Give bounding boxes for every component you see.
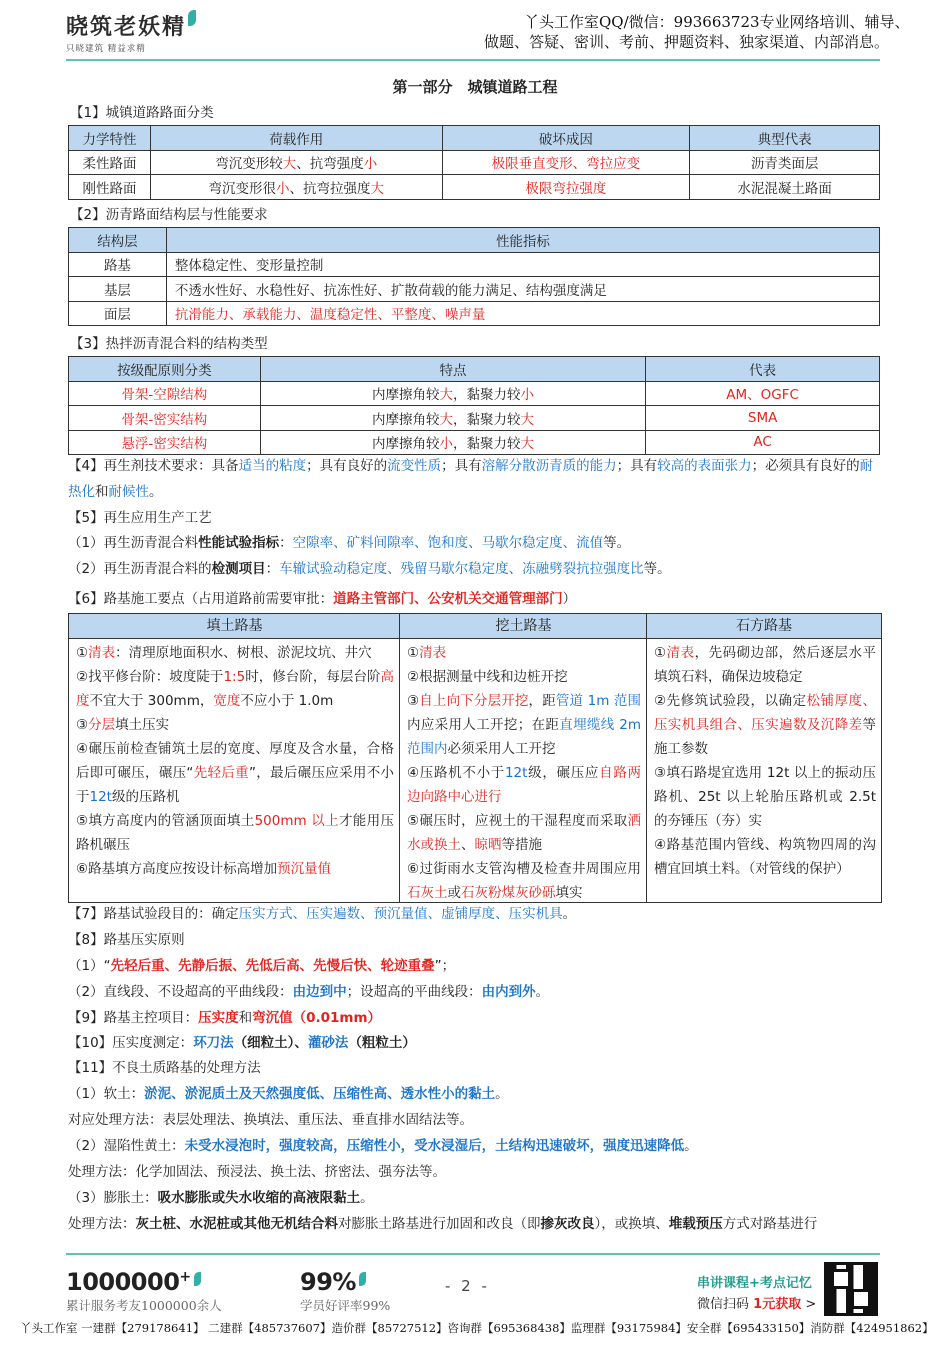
table-cell: AM、OGFC bbox=[646, 381, 880, 406]
section-9-paragraph: 【9】路基主控项目：压实度和弯沉值（0.01mm） bbox=[68, 1010, 382, 1026]
table-cell: 骨架-空隙结构 bbox=[69, 381, 261, 406]
table-cell: 刚性路面 bbox=[69, 175, 151, 200]
list-item: ⑤填方高度内的管涵顶面填土500mm 以上才能用压路机碾压 bbox=[76, 813, 394, 853]
table-row bbox=[69, 277, 880, 302]
table-cell: 极限弯拉强度 bbox=[442, 175, 690, 200]
list-item: ②先修筑试验段，以确定松铺厚度、压实机具组合、压实遍数及沉降差等施工参数 bbox=[654, 693, 877, 757]
qr-code-icon[interactable] bbox=[824, 1262, 878, 1316]
list-item: ⑤碾压时，应视土的干湿程度而采取洒水或换土、晾晒等措施 bbox=[407, 813, 641, 853]
section-1-heading: 【1】城镇道路路面分类 bbox=[70, 105, 214, 121]
list-item: ③分层填土压实 bbox=[76, 717, 170, 733]
table-cell: 水泥混凝土路面 bbox=[690, 175, 880, 200]
table-header-row bbox=[69, 357, 880, 382]
table-cell: 内摩擦角较大，黏聚力较大 bbox=[260, 406, 646, 431]
list-item: ②根据测量中线和边桩开挖 bbox=[407, 669, 568, 685]
page-header bbox=[0, 0, 950, 62]
table-header-row bbox=[69, 228, 880, 253]
table-cell: 内摩擦角较大，黏聚力较小 bbox=[260, 381, 646, 406]
section-5-line-2: （2）再生沥青混合料的检测项目：车辙试验动稳定度、残留马歇尔稳定度、冻融劈裂抗拉强度比等。 bbox=[68, 561, 671, 577]
table-cell: 骨架-密实结构 bbox=[69, 406, 261, 431]
stat-caption: 累计服务考友1000000余人 bbox=[66, 1298, 222, 1313]
list-item: ②找平修台阶：坡度陡于1:5时，修台阶，每层台阶高度不宜大于 300mm，宽度不应小于 1.0m bbox=[76, 669, 394, 709]
section-5-heading: 【5】再生应用生产工艺 bbox=[68, 510, 212, 526]
leaf-icon bbox=[188, 10, 196, 26]
table-row bbox=[69, 150, 880, 175]
header-divider bbox=[66, 59, 880, 61]
table-row bbox=[69, 406, 880, 431]
table-cell: 沥青类面层 bbox=[690, 150, 880, 175]
table-cell: 柔性路面 bbox=[69, 150, 151, 175]
list-item: ①清表，先码砌边部，然后逐层水平填筑石料，确保边坡稳定 bbox=[654, 645, 877, 685]
section-11-line-6: 处理方法：灰土桩、水泥桩或其他无机结合料对膨胀土路基进行加固和改良（即掺灰改良），或换填、堆载预压方式对路基进行 bbox=[68, 1216, 818, 1232]
section-5-line-1: （1）再生沥青混合料性能试验指标：空隙率、矿料间隙率、饱和度、马歇尔稳定度、流值等。 bbox=[68, 535, 631, 551]
rock-roadbed-column bbox=[647, 639, 881, 902]
list-item: ⑥路基填方高度应按设计标高增加预沉量值 bbox=[76, 861, 332, 877]
list-item: ⑥过街雨水支管沟槽及检查井周围应用石灰土或石灰粉煤灰砂砾填实 bbox=[407, 861, 641, 901]
leaf-icon bbox=[359, 1272, 366, 1286]
stat-users: 1000000+ 累计服务考友1000000余人 bbox=[66, 1268, 222, 1313]
promo-link[interactable]: 微信扫码 1元获取 > bbox=[697, 1297, 817, 1312]
section-2-heading: 【2】沥青路面结构层与性能要求 bbox=[70, 207, 268, 223]
table-cell: 弯沉变形较大、抗弯强度小 bbox=[150, 150, 442, 175]
asphalt-layer-table bbox=[68, 227, 880, 326]
table-row bbox=[69, 175, 880, 200]
page-number: - 2 - bbox=[445, 1277, 490, 1295]
table-cell: 悬浮-密实结构 bbox=[69, 430, 261, 455]
list-item: ③填石路堤宜选用 12t 以上的振动压路机、25t 以上轮胎压路机或 2.5t 的夯锤压（夯）实 bbox=[654, 765, 876, 829]
section-11-line-5: （3）膨胀土：吸水膨胀或失水收缩的高液限黏土。 bbox=[68, 1190, 374, 1206]
section-4-paragraph: 【4】再生剂技术要求：具备适当的粘度；具有良好的流变性质；具有溶解分散沥青质的能力；具有较高的表面张力；必须具有良好的耐热化和耐候性。 bbox=[68, 458, 874, 500]
table-cell: 不透水性好、水稳性好、抗冻性好、扩散荷载的能力满足、结构强度满足 bbox=[166, 277, 879, 302]
section-6-heading: 【6】路基施工要点（占用道路前需要审批：道路主管部门、公安机关交通管理部门） bbox=[68, 591, 577, 607]
asphalt-mix-table bbox=[68, 356, 880, 455]
table-row bbox=[69, 381, 880, 406]
header-cell: 结构层 bbox=[69, 228, 167, 253]
header-cell: 石方路基 bbox=[647, 614, 881, 639]
table-cell: SMA bbox=[646, 406, 880, 431]
section-11-line-2: 对应处理方法：表层处理法、换填法、重压法、垂直排水固结法等。 bbox=[68, 1112, 473, 1128]
list-item: ④碾压前检查铺筑土层的宽度、厚度及含水量，合格后即可碾压，碾压“先轻后重”，最后碾压应采用不小于12t级的压路机 bbox=[76, 741, 395, 805]
watermark-line-1: 丫头工作室QQ/微信：993663723专业网络培训、辅导、 bbox=[524, 13, 910, 31]
header-cell: 挖土路基 bbox=[400, 614, 647, 639]
list-item: ①清表 bbox=[407, 645, 447, 661]
table-cell: 面层 bbox=[69, 301, 167, 326]
list-item: ①清表：清理原地面积水、树根、淤泥坟坑、井穴 bbox=[76, 645, 372, 661]
table-cell: 抗滑能力、承载能力、温度稳定性、平整度、噪声量 bbox=[166, 301, 879, 326]
header-cell: 填土路基 bbox=[69, 614, 400, 639]
section-7-paragraph: 【7】路基试验段目的：确定压实方式、压实遍数、预沉量值、虚铺厚度、压实机具。 bbox=[68, 906, 577, 922]
section-11-line-4: 处理方法：化学加固法、预浸法、换土法、挤密法、强夯法等。 bbox=[68, 1164, 446, 1180]
pavement-classification-table bbox=[68, 125, 880, 200]
logo bbox=[66, 10, 196, 54]
section-11-line-1: （1）软土：淤泥、淤泥质土及天然强度低、压缩性高、透水性小的黏土。 bbox=[68, 1086, 509, 1102]
list-item: ④路基范围内管线、构筑物四周的沟槽宜回填土料。（对管线的保护） bbox=[654, 837, 876, 877]
table-cell: 极限垂直变形、弯拉应变 bbox=[442, 150, 690, 175]
section-8-line-1: （1）“先轻后重、先静后振、先低后高、先慢后快、轮迹重叠”； bbox=[68, 958, 456, 974]
logo-text: 晓筑老妖精 bbox=[66, 15, 187, 40]
table-row bbox=[69, 430, 880, 455]
table-cell: 整体稳定性、变形量控制 bbox=[166, 252, 879, 277]
roadbed-construction-table bbox=[68, 613, 882, 903]
promo-title: 串讲课程+考点记忆 bbox=[697, 1276, 812, 1291]
footer-divider bbox=[66, 1253, 880, 1255]
header-cell: 破坏成因 bbox=[442, 126, 690, 151]
header-cell: 按级配原则分类 bbox=[69, 357, 261, 382]
header-cell: 力学特性 bbox=[69, 126, 151, 151]
header-cell: 典型代表 bbox=[690, 126, 880, 151]
list-item: ③自上向下分层开挖，距管道 1m 范围内应采用人工开挖；在距直埋缆线 2m 范围内必须采用人工开挖 bbox=[407, 693, 642, 757]
section-10-paragraph: 【10】压实度测定：环刀法（细粒土）、灌砂法（粗粒土） bbox=[68, 1035, 416, 1051]
header-cell: 荷载作用 bbox=[150, 126, 442, 151]
table-cell: 内摩擦角较小，黏聚力较大 bbox=[260, 430, 646, 455]
page-title: 第一部分 城镇道路工程 bbox=[392, 78, 558, 96]
table-cell: 路基 bbox=[69, 252, 167, 277]
logo-subtitle: 只晓建筑 精益求精 bbox=[66, 44, 146, 54]
table-row bbox=[69, 252, 880, 277]
table-cell: 弯沉变形很小、抗弯拉强度大 bbox=[150, 175, 442, 200]
section-3-heading: 【3】热拌沥青混合料的结构类型 bbox=[70, 336, 268, 352]
watermark-line-2: 做题、答疑、密训、考前、押题资料、独家渠道、内部消息。 bbox=[484, 33, 890, 51]
table-cell: 基层 bbox=[69, 277, 167, 302]
section-11-line-3: （2）湿陷性黄土：未受水浸泡时，强度较高，压缩性小，受水浸湿后，土结构迅速破坏，强度迅速降低。 bbox=[68, 1138, 698, 1154]
header-cell: 特点 bbox=[260, 357, 646, 382]
section-8-heading: 【8】路基压实原则 bbox=[68, 932, 185, 948]
cut-roadbed-column bbox=[400, 639, 646, 902]
section-8-line-2: （2）直线段、不设超高的平曲线段：由边到中；设超高的平曲线段：由内到外。 bbox=[68, 984, 550, 1000]
stat-rating: 99% 学员好评率99% bbox=[300, 1268, 391, 1313]
fill-roadbed-column bbox=[69, 639, 399, 902]
group-contacts: 丫头工作室 一建群【279178641】 二建群【485737607】造价群【85727512】咨询群【695368438】监理群【93175984】安全群【695433150】消防群【424951862】 bbox=[20, 1321, 934, 1335]
table-row bbox=[69, 301, 880, 326]
stat-caption: 学员好评率99% bbox=[300, 1298, 391, 1313]
section-11-heading: 【11】不良土质路基的处理方法 bbox=[68, 1060, 261, 1076]
header-cell: 代表 bbox=[646, 357, 880, 382]
table-header-row bbox=[69, 126, 880, 151]
header-cell: 性能指标 bbox=[166, 228, 879, 253]
leaf-icon bbox=[194, 1272, 201, 1286]
table-cell: AC bbox=[646, 430, 880, 455]
list-item: ④压路机不小于12t级，碾压应自路两边向路中心进行 bbox=[407, 765, 642, 805]
